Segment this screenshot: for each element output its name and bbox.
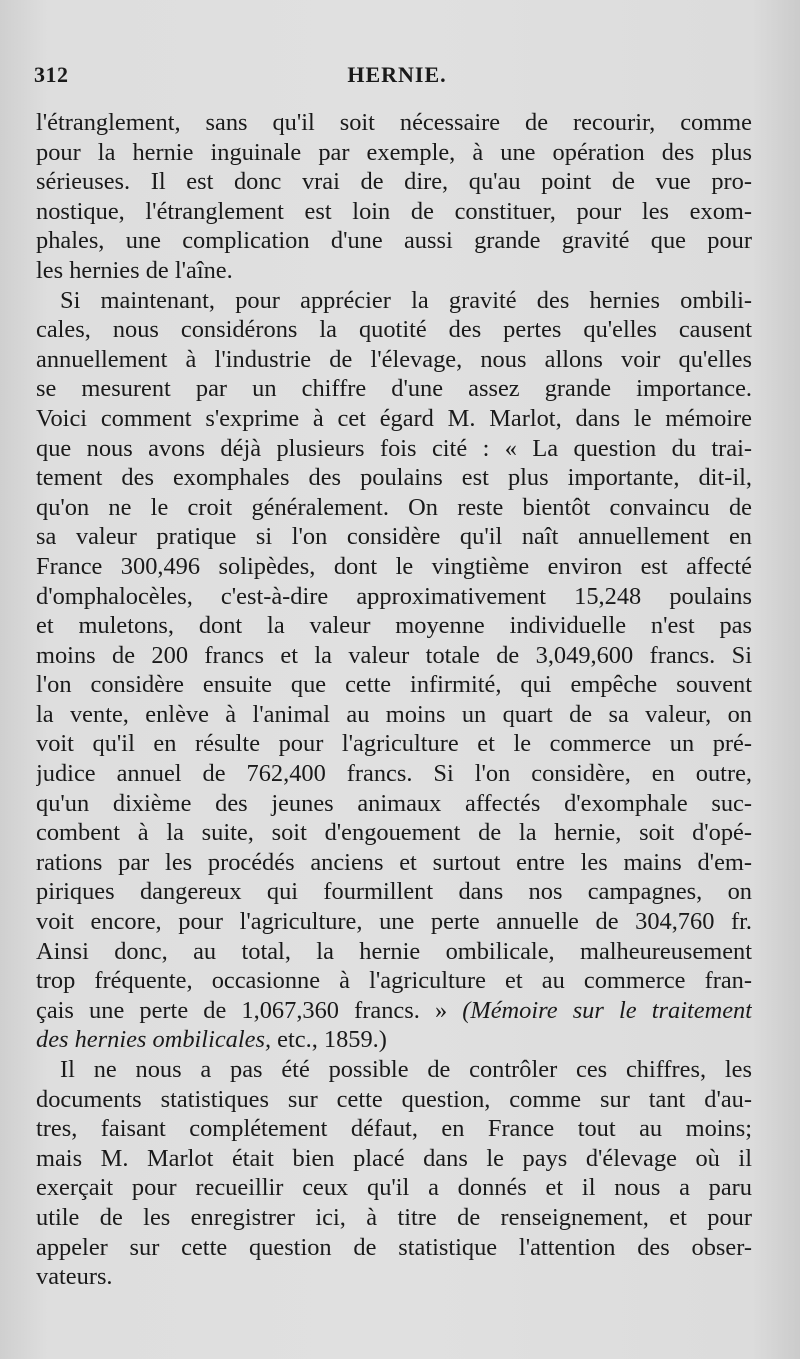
text-line: trop fréquente, occasionne à l'agriculture et au commerce fran- bbox=[36, 967, 752, 995]
citation-title: (Mémoire sur le traitement bbox=[462, 996, 752, 1024]
text-line: tement des exomphales des poulains est plus importante, dit-il, bbox=[36, 464, 752, 492]
text-line: nostique, l'étranglement est loin de constituer, pour les exom- bbox=[36, 197, 752, 225]
text-line: se mesurent par un chiffre d'une assez grande importance. bbox=[36, 375, 752, 403]
citation-title-cont: des hernies ombilicales, bbox=[36, 1026, 272, 1054]
text-line: rations par les procédés anciens et surtout entre les mains d'em- bbox=[36, 848, 752, 876]
text-line: qu'on ne le croit généralement. On reste bientôt convaincu de bbox=[36, 493, 752, 521]
text-line: que nous avons déjà plusieurs fois cité : « La question du trai- bbox=[36, 434, 752, 462]
running-title: HERNIE. bbox=[347, 62, 447, 87]
page-number: 312 bbox=[34, 62, 69, 87]
text-line: documents statistiques sur cette question, comme sur tant d'au- bbox=[36, 1085, 752, 1113]
text-line: judice annuel de 762,400 francs. Si l'on considère, en outre, bbox=[36, 760, 752, 788]
text-line: combent à la suite, soit d'engouement de la hernie, soit d'opé- bbox=[36, 819, 752, 847]
text-line: d'omphalocèles, c'est-à-dire approximativement 15,248 poulains bbox=[36, 582, 752, 610]
text-line: annuellement à l'industrie de l'élevage, nous allons voir qu'elles bbox=[36, 345, 752, 373]
text-line: moins de 200 francs et la valeur totale de 3,049,600 francs. Si bbox=[36, 641, 752, 669]
text-line: sérieuses. Il est donc vrai de dire, qu'au point de vue pro- bbox=[36, 168, 752, 196]
text-line: la vente, enlève à l'animal au moins un quart de sa valeur, on bbox=[36, 700, 752, 728]
text-line: tres, faisant complétement défaut, en France tout au moins; bbox=[36, 1115, 752, 1143]
text-line: Voici comment s'exprime à cet égard M. Marlot, dans le mémoire bbox=[36, 404, 752, 432]
text-line: cales, nous considérons la quotité des pertes qu'elles causent bbox=[36, 316, 752, 344]
text-line: vateurs. bbox=[36, 1263, 113, 1291]
text-line: l'on considère ensuite que cette infirmité, qui empêche souvent bbox=[36, 671, 752, 699]
text-line: sa valeur pratique si l'on considère qu'il naît annuellement en bbox=[36, 523, 752, 551]
text-line: voit qu'il en résulte pour l'agriculture et le commerce un pré- bbox=[36, 730, 752, 758]
text-line: piriques dangereux qui fourmillent dans nos campagnes, on bbox=[36, 878, 752, 906]
text-line: et muletons, dont la valeur moyenne individuelle n'est pas bbox=[36, 612, 752, 640]
text-line: qu'un dixième des jeunes animaux affectés d'exomphale suc- bbox=[36, 789, 752, 817]
text-line: Il ne nous a pas été possible de contrôler ces chiffres, les bbox=[60, 1056, 752, 1083]
citation-date: etc., 1859.) bbox=[277, 1026, 387, 1054]
text-line: mais M. Marlot était bien placé dans le pays d'élevage où il bbox=[36, 1144, 752, 1172]
text-line: appeler sur cette question de statistique l'attention des obser- bbox=[36, 1233, 752, 1261]
text-line: Si maintenant, pour apprécier la gravité des hernies ombili- bbox=[60, 286, 752, 314]
text-line: phales, une complication d'une aussi grande gravité que pour bbox=[36, 227, 752, 255]
body-text bbox=[36, 108, 752, 1292]
text-line: voit encore, pour l'agriculture, une perte annuelle de 304,760 fr. bbox=[36, 908, 752, 936]
text-line: l'étranglement, sans qu'il soit nécessaire de recourir, comme bbox=[36, 109, 752, 136]
quote-end: çais une perte de 1,067,360 francs. » bbox=[36, 996, 448, 1024]
text-line-mixed bbox=[36, 1025, 752, 1055]
page-header bbox=[34, 62, 760, 92]
text-line: utile de les enregistrer ici, à titre de renseignement, et pour bbox=[36, 1203, 752, 1231]
text-line: France 300,496 solipèdes, dont le vingtième environ est affecté bbox=[36, 552, 752, 580]
text-line: les hernies de l'aîne. bbox=[36, 256, 233, 284]
text-line: Ainsi donc, au total, la hernie ombilicale, malheureusement bbox=[36, 937, 752, 965]
text-line: exerçait pour recueillir ceux qu'il a donnés et il nous a paru bbox=[36, 1174, 752, 1202]
text-line-mixed bbox=[36, 996, 752, 1026]
text-line: pour la hernie inguinale par exemple, à une opération des plus bbox=[36, 138, 752, 166]
